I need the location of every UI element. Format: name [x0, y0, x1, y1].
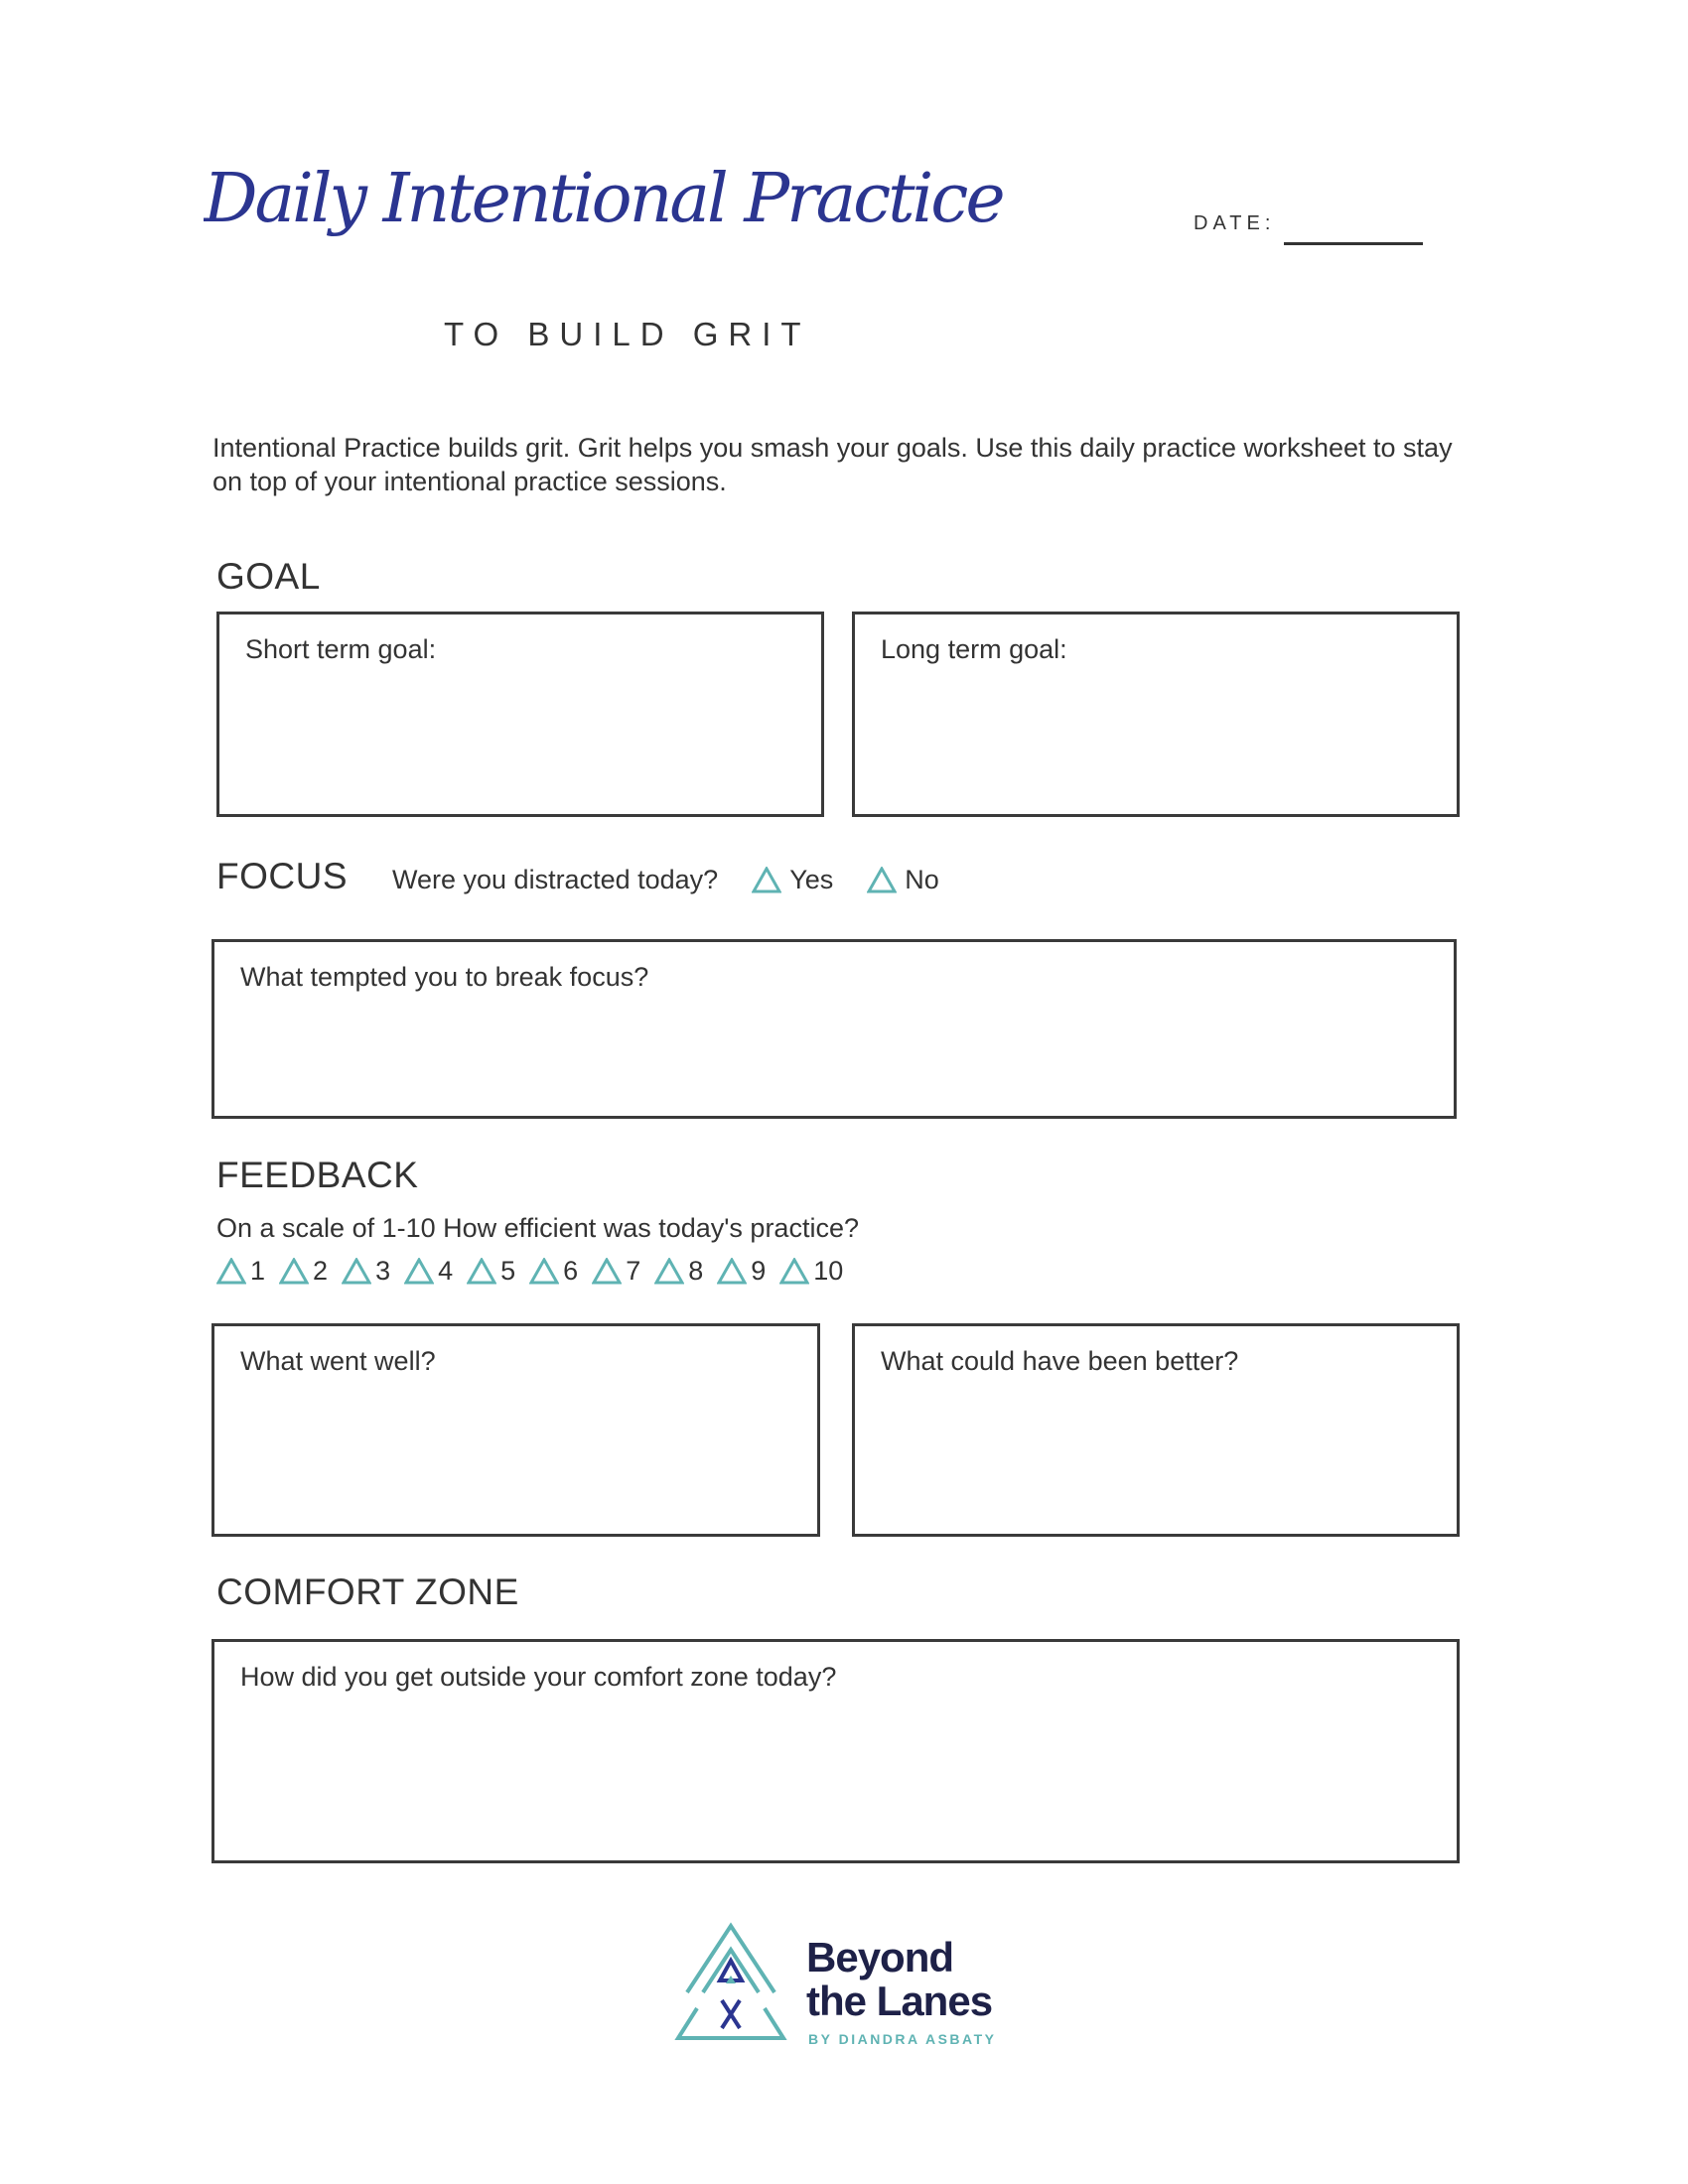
- triangle-checkbox-icon: [529, 1258, 559, 1285]
- scale-option-7[interactable]: [592, 1256, 640, 1287]
- scale-option-6[interactable]: [529, 1256, 578, 1287]
- scale-value: 5: [500, 1256, 516, 1286]
- focus-question: Were you distracted today?: [392, 865, 719, 894]
- intro-text: Intentional Practice builds grit. Grit helps you smash your goals. Use this daily practice worksheet to stay on top of your intentional practice sessions.: [212, 433, 1453, 496]
- option-no[interactable]: [867, 865, 939, 895]
- comfort-zone-heading: COMFORT ZONE: [216, 1571, 519, 1612]
- feedback-heading: FEEDBACK: [216, 1155, 419, 1195]
- page-subtitle: TO BUILD GRIT: [444, 316, 811, 352]
- went-well-box[interactable]: [211, 1323, 820, 1537]
- option-label: No: [905, 865, 939, 894]
- option-label: Yes: [789, 865, 834, 894]
- logo-line1: Beyond: [806, 1934, 954, 1980]
- date-label: DATE:: [1194, 212, 1276, 234]
- logo-line2: the Lanes: [806, 1978, 993, 2024]
- scale-option-5[interactable]: [467, 1256, 515, 1287]
- logo-icon: [673, 1921, 788, 2045]
- focus-box-label: What tempted you to break focus?: [240, 962, 649, 992]
- comfort-zone-label: How did you get outside your comfort zone today?: [240, 1662, 837, 1692]
- long-term-goal-label: Long term goal:: [881, 634, 1067, 664]
- could-be-better-box[interactable]: [852, 1323, 1460, 1537]
- scale-value: 2: [313, 1256, 329, 1286]
- scale-option-1[interactable]: [216, 1256, 265, 1287]
- triangle-checkbox-icon: [717, 1258, 747, 1285]
- triangle-checkbox-icon: [216, 1258, 246, 1285]
- scale-value: 1: [250, 1256, 266, 1286]
- scale-option-10[interactable]: [779, 1256, 843, 1287]
- focus-box[interactable]: [211, 939, 1457, 1119]
- scale-option-8[interactable]: [654, 1256, 703, 1287]
- long-term-goal-box[interactable]: [852, 612, 1460, 817]
- scale-value: 6: [563, 1256, 579, 1286]
- triangle-checkbox-icon: [279, 1258, 309, 1285]
- triangle-checkbox-icon: [404, 1258, 434, 1285]
- triangle-checkbox-icon: [467, 1258, 496, 1285]
- logo-byline: BY DIANDRA ASBATY: [808, 2031, 997, 2047]
- could-be-better-label: What could have been better?: [881, 1346, 1239, 1376]
- scale-value: 9: [751, 1256, 767, 1286]
- scale-value: 4: [438, 1256, 454, 1286]
- logo-wordmark: [806, 1936, 992, 2023]
- comfort-zone-box[interactable]: [211, 1639, 1460, 1863]
- scale-value: 7: [626, 1256, 641, 1286]
- short-term-goal-label: Short term goal:: [245, 634, 437, 664]
- triangle-checkbox-icon: [867, 867, 897, 893]
- triangle-checkbox-icon: [592, 1258, 622, 1285]
- option-yes[interactable]: [752, 865, 833, 895]
- efficiency-scale: [216, 1256, 843, 1287]
- date-field[interactable]: [1284, 242, 1423, 245]
- scale-value: 8: [688, 1256, 704, 1286]
- triangle-checkbox-icon: [654, 1258, 684, 1285]
- scale-option-4[interactable]: [404, 1256, 453, 1287]
- goal-heading: GOAL: [216, 556, 321, 597]
- scale-value: 10: [813, 1256, 844, 1286]
- went-well-label: What went well?: [240, 1346, 436, 1376]
- scale-option-3[interactable]: [342, 1256, 390, 1287]
- triangle-checkbox-icon: [752, 867, 781, 893]
- triangle-checkbox-icon: [342, 1258, 371, 1285]
- triangle-checkbox-icon: [779, 1258, 809, 1285]
- scale-value: 3: [375, 1256, 391, 1286]
- scale-option-9[interactable]: [717, 1256, 766, 1287]
- feedback-question: On a scale of 1-10 How efficient was today's practice?: [216, 1213, 859, 1243]
- focus-heading: FOCUS: [216, 856, 348, 896]
- short-term-goal-box[interactable]: [216, 612, 824, 817]
- scale-option-2[interactable]: [279, 1256, 328, 1287]
- page-title: Daily Intentional Practice: [204, 160, 1003, 238]
